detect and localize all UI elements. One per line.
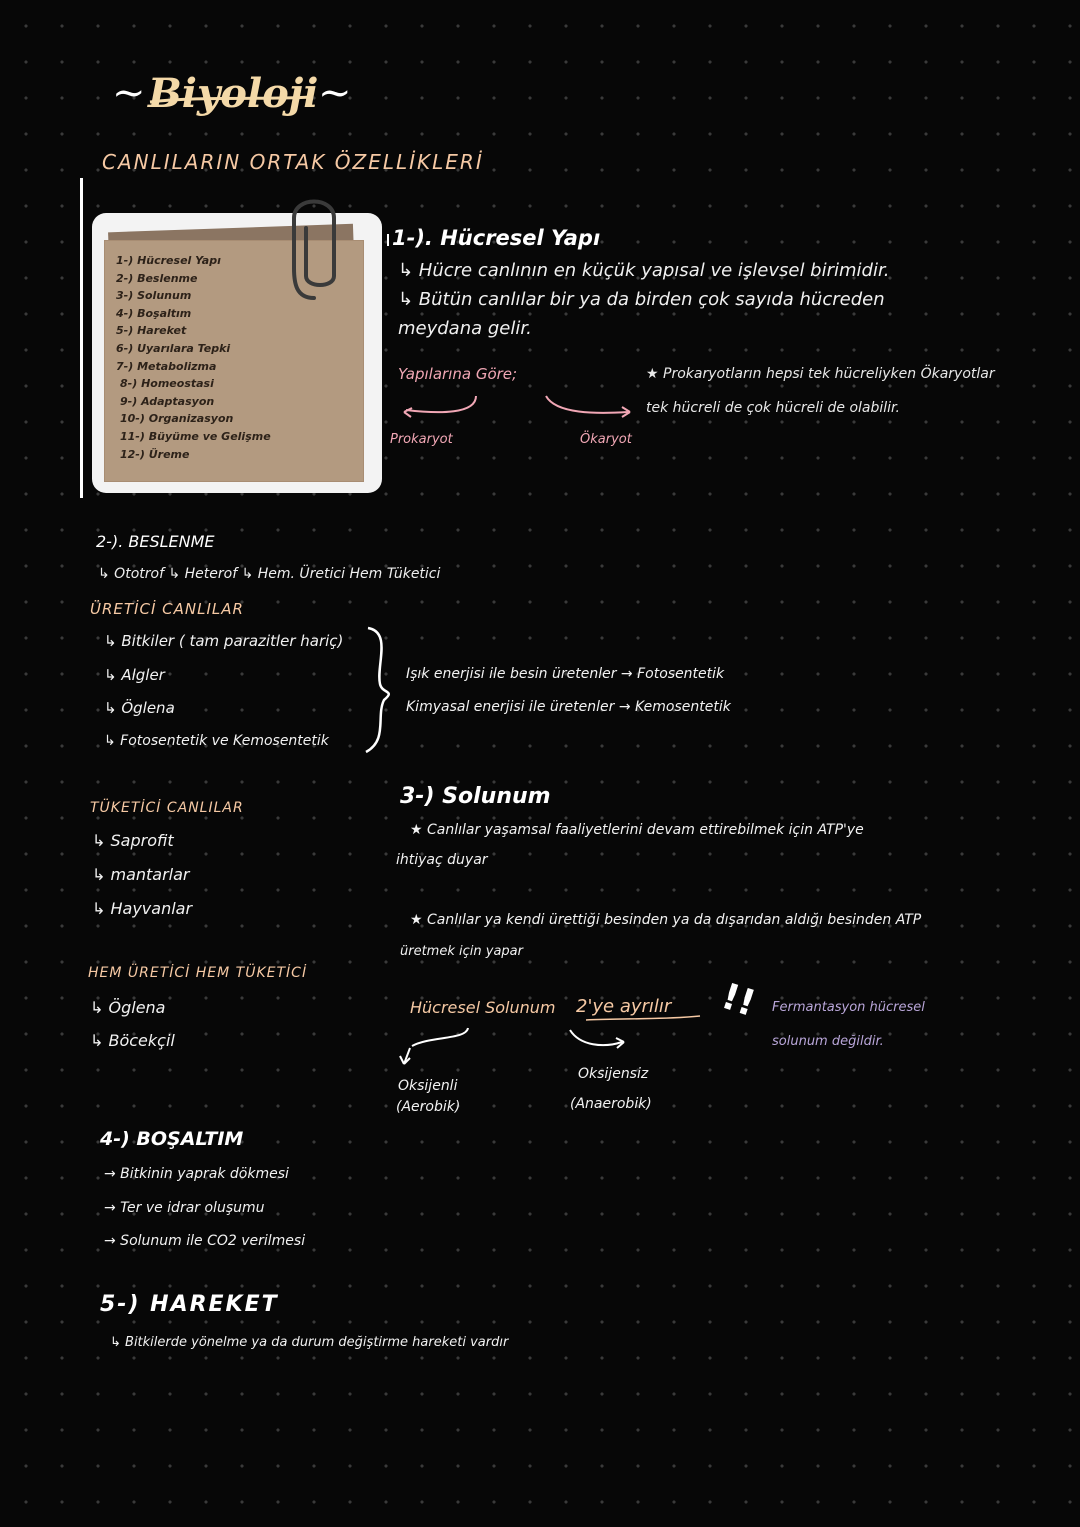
arrow-anaerobik-icon [570,1030,622,1045]
bosaltim-item: → Ter ve idrar oluşumu [104,1200,265,1216]
page-subtitle: CANLILARIN ORTAK ÖZELLİKLERİ [102,150,484,174]
both-item: ↳ Böcekçil [90,1031,175,1050]
section-1-line-1: ↳ Hücre canlının en küçük yapısal ve işlevsel birimidir. [398,260,890,281]
light-energy-line: Işık enerjisi ile besin üretenler → Fotosentetik [406,666,725,682]
section-5-heading: 5-) HAREKET [100,1292,279,1317]
section-4-heading: 4-) BOŞALTIM [100,1128,244,1150]
page-title: Biyoloji [148,70,319,117]
left-margin-bar [80,178,83,498]
consumer-item: ↳ Hayvanlar [92,899,193,918]
arrowhead-okaryot-icon [622,407,630,417]
brace-icon [366,628,389,752]
note-item: 4-) Boşaltım [116,306,192,320]
note-item: 2-) Beslenme [116,271,198,285]
section-2-heading: 2-). BESLENME [96,532,215,551]
note-item: 3-) Solunum [116,289,192,303]
arrow-okaryot-icon [546,396,628,413]
consumers-heading: TÜKETİCİ CANLILAR [90,800,244,816]
note-item: 5-) Hareket [116,324,187,338]
section-3-heading: 3-) Solunum [400,784,551,809]
section-1-line-2: ↳ Bütün canlılar bir ya da birden çok sayıda hücreden [398,289,885,310]
prokaryot-note-line-2: tek hücreli de çok hücreli de olabilir. [646,400,900,416]
oksijensiz-line-2: (Anaerobik) [570,1096,652,1112]
arrowhead-prokaryot-icon [404,408,412,417]
producer-item: ↳ Fotosentetik ve Kemosentetik [104,733,329,749]
ikiye-ayrilir-label: 2'ye ayrılır [576,996,672,1017]
bosaltim-item: → Solunum ile CO2 verilmesi [104,1233,306,1249]
both-item: ↳ Öglena [90,998,166,1017]
both-heading: HEM ÜRETİCİ HEM TÜKETİCİ [88,965,308,981]
solunum-p2-line-2: üretmek için yapar [400,944,523,959]
fermantasyon-line-2: solunum değildir. [772,1034,884,1049]
arrow-prokaryot-icon [406,396,476,412]
solunum-p1-line-2: ihtiyaç duyar [396,852,488,868]
arrow-aerobik-icon [412,1028,468,1046]
yapilarina-gore: Yapılarına Göre; [398,365,518,383]
consumer-item: ↳ mantarlar [92,865,190,884]
chem-energy-line: Kimyasal enerjisi ile üretenler → Kemosentetik [406,699,731,715]
okaryot-label: Ökaryot [580,432,632,447]
prokaryot-note-line-1: ★ Prokaryotların hepsi tek hücreliyken Ökaryotlar [646,366,995,382]
sticky-note-list [116,252,271,463]
beslenme-types: ↳ Ototrof ↳ Heterof ↳ Hem. Üretici Hem Tüketici [98,566,441,582]
fermantasyon-line-1: Fermantasyon hücresel [772,1000,925,1015]
prokaryot-label: Prokaryot [390,432,453,447]
title-tilde-left: ~ [112,70,146,116]
hareket-text: ↳ Bitkilerde yönelme ya da durum değiştirme hareketi vardır [110,1335,509,1350]
producers-heading: ÜRETİCİ CANLILAR [90,600,244,618]
note-item: 1-) Hücresel Yapı [116,254,221,267]
consumer-item: ↳ Saprofit [92,831,174,850]
note-item: 8-) Homeostasi [120,377,214,391]
producer-item: ↳ Öglena [104,699,175,717]
hucresel-solunum-label: Hücresel Solunum [410,998,556,1017]
note-item: 12-) Üreme [120,447,190,461]
solunum-p1-line-1: ★ Canlılar yaşamsal faaliyetlerini devam ettirebilmek için ATP'ye [410,822,864,838]
oksijensiz-line-1: Oksijensiz [578,1066,649,1082]
solunum-p2-line-1: ★ Canlılar ya kendi ürettiği besinden ya da dışarıdan aldığı besinden ATP [410,912,922,928]
note-item: 10-) Organizasyon [120,412,234,426]
oksijenli-line-2: (Aerobik) [396,1099,461,1115]
note-item: 9-) Adaptasyon [120,394,215,408]
note-item: 6-) Uyarılara Tepki [116,341,231,355]
section-1-line-3: meydana gelir. [398,318,532,339]
exclamation-icon: !! [716,975,761,1026]
producer-item: ↳ Algler [104,666,165,684]
section-1-heading: 1-). Hücresel Yapı [392,226,601,250]
note-item: 11-) Büyüme ve Gelişme [120,429,271,443]
paperclip-icon [286,188,342,308]
bosaltim-item: → Bitkinin yaprak dökmesi [104,1166,289,1182]
note-item: 7-) Metabolizma [116,359,217,373]
producer-item: ↳ Bitkiler ( tam parazitler hariç) [104,632,344,650]
oksijenli-line-1: Oksijenli [398,1078,458,1094]
title-tilde-right: ~ [318,70,352,116]
